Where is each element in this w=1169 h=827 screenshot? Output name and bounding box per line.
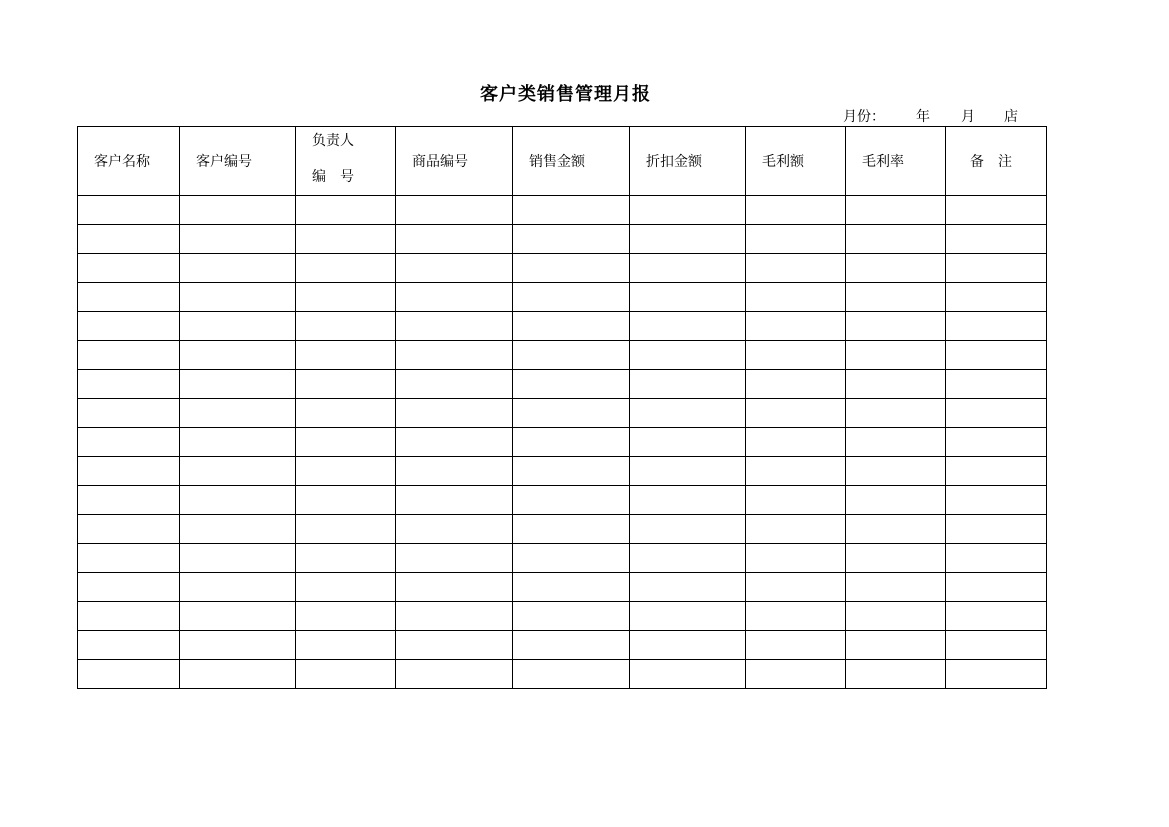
table-cell (396, 341, 513, 370)
table-cell (513, 457, 630, 486)
table-cell (180, 370, 296, 399)
table-cell (846, 660, 946, 689)
table-cell (946, 457, 1047, 486)
table-cell (396, 399, 513, 428)
table-cell (296, 283, 396, 312)
table-cell (396, 631, 513, 660)
header-customer-name: 客户名称 (78, 127, 180, 196)
table-cell (746, 254, 846, 283)
month-unit-label: 月 (961, 109, 975, 125)
table-cell (180, 225, 296, 254)
table-cell (180, 341, 296, 370)
header-remarks: 备 注 (946, 127, 1047, 196)
table-cell (513, 486, 630, 515)
table-cell (630, 370, 746, 399)
store-label: 店 (1004, 109, 1018, 125)
table-cell (396, 196, 513, 225)
table-cell (513, 312, 630, 341)
table-cell (746, 631, 846, 660)
table-cell (180, 486, 296, 515)
table-cell (78, 196, 180, 225)
table-cell (396, 602, 513, 631)
table-cell (746, 196, 846, 225)
table-cell (846, 225, 946, 254)
table-cell (946, 225, 1047, 254)
header-manager-line2: 编 号 (312, 169, 354, 185)
table-cell (513, 660, 630, 689)
table-cell (180, 631, 296, 660)
table-cell (296, 428, 396, 457)
table-cell (746, 486, 846, 515)
table-cell (513, 370, 630, 399)
header-manager-line1: 负责人 (312, 133, 354, 149)
table-cell (746, 312, 846, 341)
table-cell (746, 573, 846, 602)
sales-report-table (77, 126, 1047, 689)
table-cell (513, 254, 630, 283)
table-cell (78, 631, 180, 660)
header-discount-amount: 折扣金额 (630, 127, 746, 196)
table-cell (396, 660, 513, 689)
table-cell (846, 573, 946, 602)
table-cell (78, 486, 180, 515)
table-cell (846, 515, 946, 544)
table-cell (630, 660, 746, 689)
table-cell (180, 283, 296, 312)
table-cell (846, 196, 946, 225)
table-row (78, 312, 1047, 341)
table-cell (78, 602, 180, 631)
table-cell (946, 602, 1047, 631)
table-row (78, 631, 1047, 660)
table-cell (846, 602, 946, 631)
table-cell (513, 515, 630, 544)
year-label: 年 (916, 109, 930, 125)
table-cell (396, 370, 513, 399)
table-cell (630, 602, 746, 631)
table-cell (296, 544, 396, 573)
table-cell (296, 602, 396, 631)
table-cell (846, 631, 946, 660)
table-cell (946, 631, 1047, 660)
table-cell (846, 370, 946, 399)
table-cell (180, 602, 296, 631)
month-label: 月份： (843, 109, 885, 125)
table-cell (630, 341, 746, 370)
table-cell (180, 399, 296, 428)
table-cell (296, 660, 396, 689)
table-cell (513, 573, 630, 602)
header-product-id: 商品编号 (396, 127, 513, 196)
table-cell (946, 283, 1047, 312)
table-row (78, 428, 1047, 457)
table-cell (396, 486, 513, 515)
table-cell (180, 515, 296, 544)
table-cell (296, 631, 396, 660)
table-cell (513, 544, 630, 573)
table-cell (296, 399, 396, 428)
table-cell (296, 370, 396, 399)
table-cell (946, 486, 1047, 515)
table-cell (296, 196, 396, 225)
table-row (78, 399, 1047, 428)
table-cell (513, 196, 630, 225)
table-row (78, 544, 1047, 573)
table-cell (180, 428, 296, 457)
table-cell (513, 283, 630, 312)
table-cell (946, 254, 1047, 283)
header-gross-margin: 毛利率 (846, 127, 946, 196)
table-cell (746, 660, 846, 689)
table-cell (630, 225, 746, 254)
table-cell (180, 254, 296, 283)
table-cell (946, 573, 1047, 602)
table-cell (296, 312, 396, 341)
table-cell (946, 544, 1047, 573)
table-cell (746, 341, 846, 370)
table-cell (396, 312, 513, 341)
table-cell (513, 399, 630, 428)
table-cell (296, 486, 396, 515)
table-cell (396, 544, 513, 573)
table-cell (296, 515, 396, 544)
table-cell (846, 341, 946, 370)
report-title: 客户类销售管理月报 (480, 84, 651, 105)
table-cell (946, 370, 1047, 399)
table-cell (513, 225, 630, 254)
table-row (78, 341, 1047, 370)
table-cell (746, 515, 846, 544)
table-cell (846, 254, 946, 283)
table-cell (746, 370, 846, 399)
table-cell (396, 283, 513, 312)
table-cell (296, 225, 396, 254)
table-cell (180, 573, 296, 602)
header-manager-id (296, 127, 396, 196)
table-cell (296, 573, 396, 602)
table-cell (846, 457, 946, 486)
table-cell (846, 283, 946, 312)
table-cell (630, 486, 746, 515)
table-cell (630, 399, 746, 428)
table-cell (513, 341, 630, 370)
table-cell (78, 515, 180, 544)
table-cell (946, 312, 1047, 341)
table-cell (630, 196, 746, 225)
header-sales-amount: 销售金额 (513, 127, 630, 196)
table-cell (78, 428, 180, 457)
table-cell (946, 399, 1047, 428)
table-cell (78, 370, 180, 399)
table-cell (746, 544, 846, 573)
table-cell (296, 341, 396, 370)
table-cell (946, 196, 1047, 225)
table-cell (746, 457, 846, 486)
table-cell (946, 428, 1047, 457)
table-cell (846, 486, 946, 515)
table-cell (396, 428, 513, 457)
table-row (78, 515, 1047, 544)
table-cell (630, 457, 746, 486)
table-cell (180, 457, 296, 486)
table-cell (630, 283, 746, 312)
table-cell (180, 196, 296, 225)
table-cell (746, 283, 846, 312)
table-cell (396, 254, 513, 283)
table-cell (78, 544, 180, 573)
table-cell (78, 457, 180, 486)
table-cell (746, 602, 846, 631)
table-cell (846, 312, 946, 341)
table-cell (78, 399, 180, 428)
table-cell (396, 457, 513, 486)
table-cell (846, 399, 946, 428)
table-cell (78, 312, 180, 341)
table-cell (180, 544, 296, 573)
table-cell (396, 225, 513, 254)
header-gross-profit: 毛利额 (746, 127, 846, 196)
table-row (78, 573, 1047, 602)
table-cell (946, 341, 1047, 370)
table-cell (180, 312, 296, 341)
table-cell (946, 660, 1047, 689)
table-cell (78, 573, 180, 602)
table-cell (630, 544, 746, 573)
table-row (78, 225, 1047, 254)
table-cell (746, 399, 846, 428)
table-row (78, 486, 1047, 515)
header-customer-id: 客户编号 (180, 127, 296, 196)
table-body (78, 196, 1047, 689)
table-cell (630, 428, 746, 457)
table-cell (513, 602, 630, 631)
table-cell (78, 341, 180, 370)
table-row (78, 196, 1047, 225)
table-cell (180, 660, 296, 689)
table-cell (746, 225, 846, 254)
table-cell (78, 660, 180, 689)
table-cell (296, 457, 396, 486)
table-row (78, 283, 1047, 312)
table-cell (630, 631, 746, 660)
table-cell (78, 254, 180, 283)
table-cell (630, 254, 746, 283)
table-cell (630, 515, 746, 544)
table-cell (396, 573, 513, 602)
table-header-row (78, 127, 1047, 196)
table-row (78, 457, 1047, 486)
table-cell (513, 631, 630, 660)
table-cell (78, 225, 180, 254)
table-row (78, 602, 1047, 631)
table-cell (78, 283, 180, 312)
table-cell (746, 428, 846, 457)
table-cell (296, 254, 396, 283)
table-cell (846, 428, 946, 457)
table-cell (946, 515, 1047, 544)
table-row (78, 370, 1047, 399)
table-cell (396, 515, 513, 544)
table-cell (513, 428, 630, 457)
table-cell (846, 544, 946, 573)
table-cell (630, 312, 746, 341)
table-row (78, 254, 1047, 283)
table-cell (630, 573, 746, 602)
table-row (78, 660, 1047, 689)
